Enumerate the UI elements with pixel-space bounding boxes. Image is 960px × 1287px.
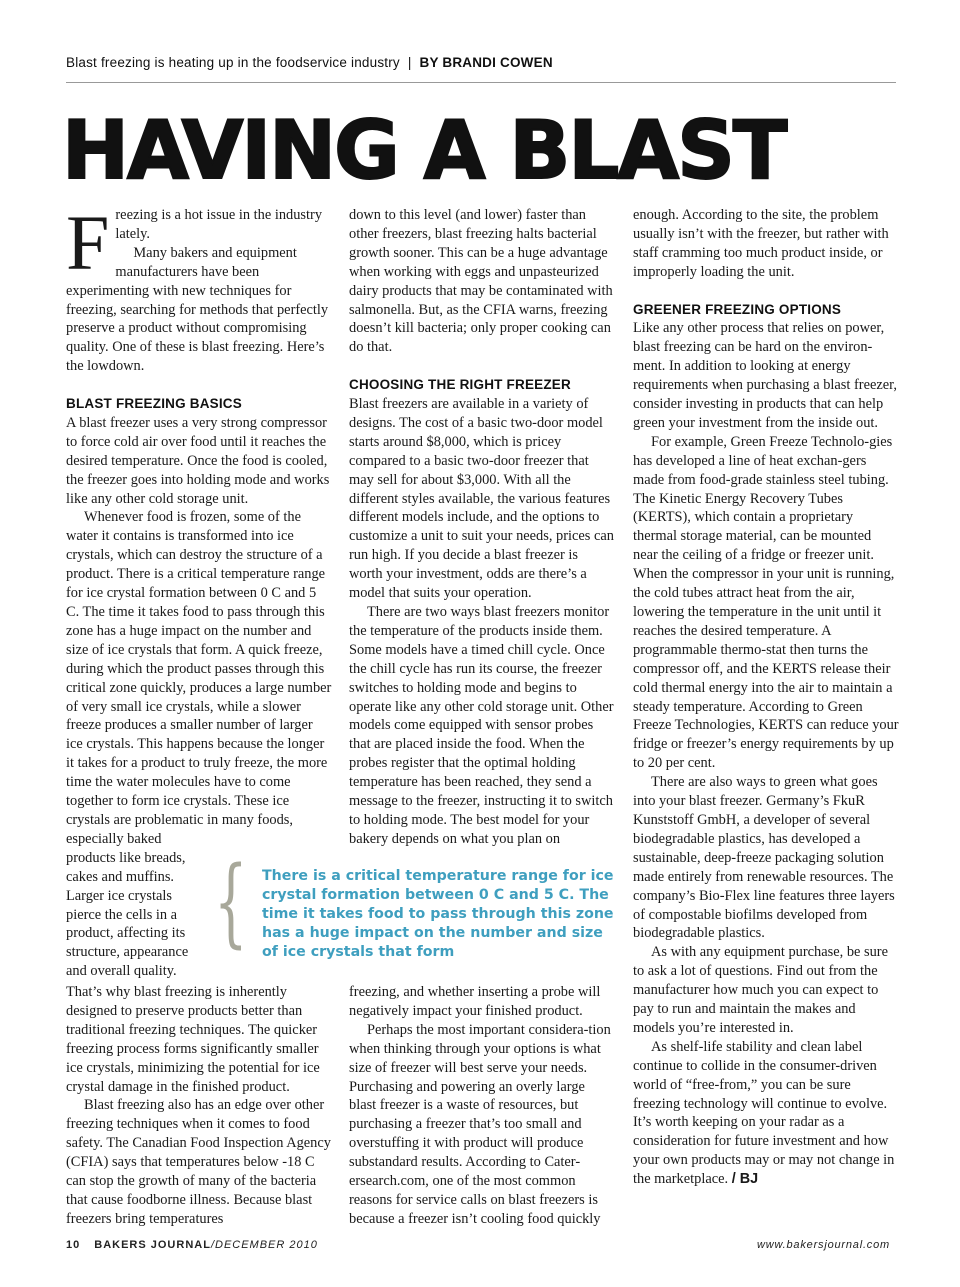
column-3 bbox=[633, 206, 899, 1189]
greener-paragraph-2: For example, Green Freeze Technolo-gies has developed a line of heat exchan-gers made from food-grade stainless steel tubing. The Kinetic Energy Recovery Tubes (KERTS), which contain a proprietary thermal storage material, can be mounted near the ceiling of a fridge or freezer unit. When the compressor in your unit is running, the cold tubes attract heat from the air, lowering the temperature in the unit until it reaches the desired temperature. A programmable thermo-stat then turns the compressor off, and the KERTS release their cold thermal energy into the air to maintain a steady temperature. According to Green Freeze Technologies, KERTS can reduce your fridge or freezer’s energy requirements by up to 20 per cent. bbox=[633, 433, 899, 772]
column-3-paragraph-1: enough. According to the site, the problem usually isn’t with the freezer, but rather with staff cramming too much product inside, or improperly loading the unit. bbox=[633, 207, 889, 280]
closing-text: As shelf-life stability and clean label continue to collide in the consumer-driven world of “free-from,” you can be sure freezing technology will continue to evolve. It’s worth keeping on your radar as a consideration for future investment and how your own products may or may not change in the marketplace. bbox=[633, 1038, 895, 1188]
intro-lead: reezing is a hot issue in the industry lately. bbox=[115, 207, 323, 242]
byline: BY BRANDI COWEN bbox=[419, 55, 553, 70]
choosing-paragraph-1: Blast freezers are available in a variety of designs. The cost of a basic two-door model starts around $8,000, which is pricey compared to a basic two-door freezer that may sell for about $3,000. With all the different styles available, the various features different models include, and the options to customize a unit to suit your needs, prices can run high. If you decide a blast freezer is worth your investment, odds are there’s a model that suits your operation. bbox=[349, 396, 614, 602]
article-kicker bbox=[66, 55, 553, 70]
footer-url[interactable]: www.bakersjournal.com bbox=[757, 1239, 890, 1251]
kicker-text: Blast freezing is heating up in the foodservice industry bbox=[66, 55, 400, 70]
section-heading-choosing: CHOOSING THE RIGHT FREEZER bbox=[349, 377, 571, 393]
kicker-separator: | bbox=[407, 55, 412, 70]
greener-paragraph-4: As with any equipment purchase, be sure to ask a lot of questions. Find out from the manufacturer how much you can expect to pay to run and maintain the makes and models you’re interested in. bbox=[633, 944, 888, 1036]
column-2 bbox=[349, 206, 615, 849]
column-2-continued bbox=[349, 983, 615, 1229]
column-2-paragraph-5: Perhaps the most important considera-tion when thinking through your options is what size of freezer will best serve your needs. Purchasing and powering an overly large blast freezer is a waste of resources, but purchasing a freezer that’s too small and overstuffing it with product will produce substandard results. According to Cater-ersearch.com, one of the most common reasons for service calls on blast freezers is because a freezer isn’t cooling food quickly bbox=[349, 1021, 611, 1227]
greener-paragraph-5 bbox=[633, 1038, 899, 1189]
column-2-paragraph-1: down to this level (and lower) faster than other freezers, blast freezing halts bacterial growth sooner. This can be a huge advantage when working with eggs and unpasteurized dairy products that may be contaminated with salmonella. But, as the CFIA warns, freezing doesn’t kill bacteria; only proper cooking can do that. bbox=[349, 207, 613, 356]
issue-date: /DECEMBER 2010 bbox=[210, 1239, 318, 1251]
section-heading-greener: GREENER FREEZING OPTIONS bbox=[633, 301, 842, 317]
page-footer bbox=[66, 1239, 318, 1251]
headline: HAVING A BLAST bbox=[62, 104, 786, 197]
magazine-name: BAKERS JOURNAL bbox=[94, 1239, 211, 1251]
drop-cap: F bbox=[66, 199, 110, 286]
header-rule bbox=[66, 82, 896, 83]
signoff: / BJ bbox=[731, 1171, 759, 1188]
basics-paragraph-2-wrap: products like breads, cakes and muffins. Larger ice crystals pierce the cells in a product, affecting its structure, appearance and overall quality. bbox=[66, 849, 189, 980]
basics-paragraph-1: A blast freezer uses a very strong compressor to force cold air over food until it reaches the desired temperature. Once the food is cooled, the freezer goes into holding mode and works like any other cold storage unit. bbox=[66, 414, 330, 507]
basics-paragraph-2: Whenever food is frozen, some of the water it contains is transformed into ice crystals, which can destroy the structure of a product. There is a critical temperature range for ice crystal formation between 0 C and 5 C. The time it takes food to pass through this zone has a huge impact on the number and size of ice crystals that form. A quick freeze, during which the product passes through this critical zone quickly, produces a large number of very small ice crystals, while a slower freeze produces a smaller number of larger ice crystals. This happens because the longer it takes for a product to truly freeze, the more time the water molecules have to come together to form ice crystals. These ice crystals are problematic in many foods, especially baked bbox=[66, 509, 332, 847]
greener-paragraph-1: Like any other process that relies on power, blast freezing can be hard on the environ-ment. In addition to looking at energy requirements when purchasing a blast freezer, consider investing in products that can help green your investment from the inside out. bbox=[633, 320, 897, 431]
section-heading-basics: BLAST FREEZING BASICS bbox=[66, 396, 242, 412]
column-1-continued bbox=[66, 983, 332, 1229]
column-1-paragraph-3: That’s why blast freezing is inherently designed to preserve products better than traditional freezing techniques. The quicker freezing process forms significantly smaller ice crystals, minimizing the potential for ice crystal damage in the finished product. bbox=[66, 984, 320, 1095]
pull-quote: There is a critical temperature range for ice crystal formation between 0 C and 5 C. The time it takes food to pass through this zone has a huge impact on the number and size of ice crystals that form bbox=[262, 868, 614, 960]
choosing-paragraph-2: There are two ways blast freezers monitor the temperature of the products inside them. Some models have a timed chill cycle. Once the chill cycle has run its course, the freezer switches to holding mode and begins to operate like any other cold storage unit. Other models come equipped with sensor probes that are placed inside the food. When the probes register that the optimal holding temperature has been reached, they send a message to the freezer, instructing it to switch to holding mode. The best model for your bakery depends on what you plan on bbox=[349, 604, 614, 847]
column-2-paragraph-4: freezing, and whether inserting a probe will negatively impact your finished product. bbox=[349, 984, 601, 1019]
page-number: 10 bbox=[66, 1239, 81, 1251]
column-1-paragraph-4: Blast freezing also has an edge over other freezing techniques when it comes to food safety. The Canadian Food Inspection Agency (CFIA) says that temperatures below -18 C can stop the growth of many of the bacteria that cause foodborne illness. Because blast freezers bring temperatures bbox=[66, 1097, 331, 1227]
pullquote-brace-icon: { bbox=[214, 846, 248, 958]
column-1 bbox=[66, 199, 332, 981]
intro-body: Many bakers and equipment manufacturers have been experimenting with new techniques for freezing, searching for methods that perfectly preserve a product without compromising quality. One of these is blast freezing. Here’s the lowdown. bbox=[66, 244, 329, 375]
greener-paragraph-3: There are also ways to green what goes into your blast freezer. Germany’s FkuR Kunststoff GmbH, a developer of several biodegradable plastics, has developed a sustainable, deep-freeze packaging solution made entirely from renewable resources. The company’s Bio-Flex line features three layers of compostable biofilms developed from biodegradable plastics. bbox=[633, 774, 895, 942]
